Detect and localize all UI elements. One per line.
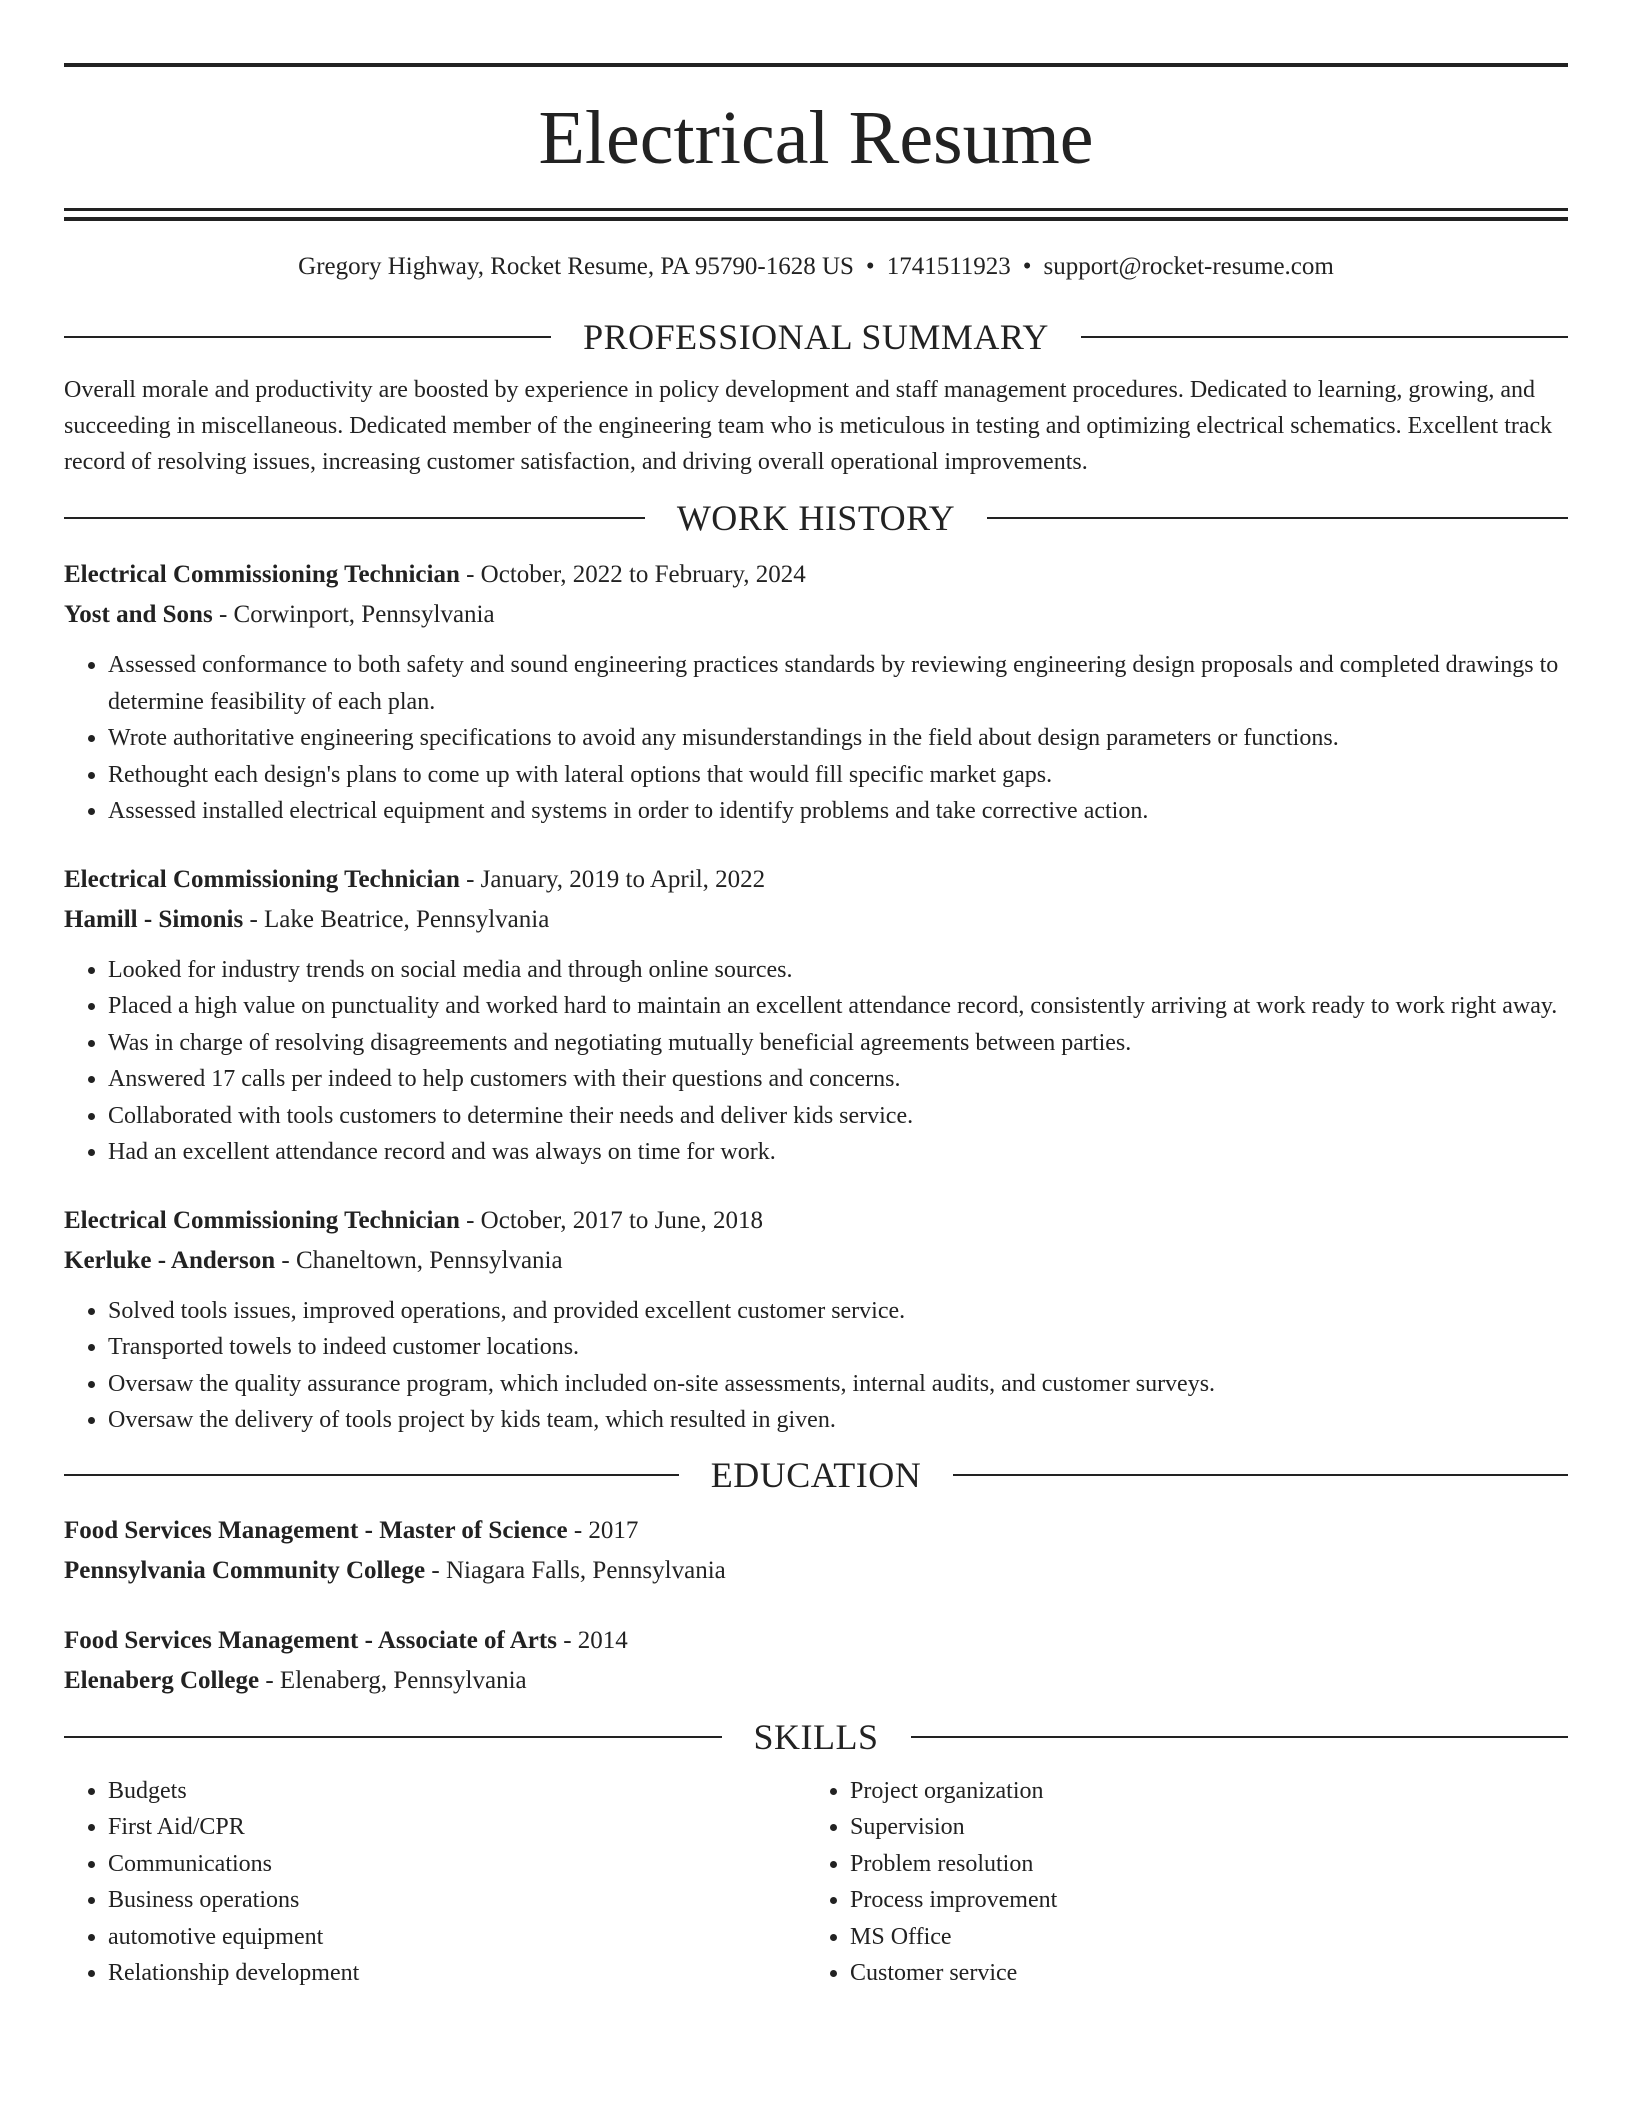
job-company: Kerluke - Anderson — [64, 1246, 276, 1274]
section-title: EDUCATION — [710, 1454, 922, 1495]
job-company-line — [64, 900, 1568, 940]
job-entry — [64, 1201, 1568, 1439]
skill-item: • Process improvement — [850, 1882, 1548, 1919]
top-rule — [64, 63, 1568, 67]
education-degree: Food Services Management - Associate of Arts — [64, 1626, 557, 1654]
education-school: Pennsylvania Community College — [64, 1556, 426, 1584]
heading-rule-right — [1081, 336, 1568, 338]
job-dates: - October, 2017 to June, 2018 — [459, 1206, 763, 1234]
education-school: Elenaberg College — [64, 1666, 260, 1694]
education-degree: Food Services Management - Master of Science — [64, 1516, 568, 1544]
list-item: • Solved tools issues, improved operations, and provided excellent customer service. — [108, 1293, 1568, 1330]
heading-rule-right — [953, 1474, 1568, 1476]
education-entry — [64, 1621, 1568, 1701]
skill-item: • MS Office — [850, 1919, 1548, 1956]
list-item: • Answered 17 calls per indeed to help customers with their questions and concerns. — [108, 1061, 1568, 1098]
contact-address: Gregory Highway, Rocket Resume, PA 95790-1628 US — [298, 253, 854, 280]
job-location: - Lake Beatrice, Pennsylvania — [243, 905, 550, 933]
education-degree-line — [64, 1511, 1568, 1551]
education-year: - 2014 — [556, 1626, 628, 1654]
summary-text: Overall morale and productivity are boosted by experience in policy development and staff management procedures. Dedicated to learning, growing, and succeeding in miscellaneous. Dedicated member of the engineering team who is meticulous in testing and optimizing electrical schematics. Excellent track record of resolving issues, increasing customer satisfaction, and driving overall operational improvements. — [64, 377, 1553, 475]
skills-columns — [64, 1773, 1568, 1992]
list-item: • Assessed installed electrical equipment and systems in order to identify problems and take corrective action. — [108, 793, 1568, 830]
section-heading-work — [64, 494, 1568, 542]
title-rule-lower — [64, 217, 1568, 221]
heading-rule-right — [911, 1736, 1569, 1738]
list-item: • Wrote authoritative engineering specifications to avoid any misunderstandings in the field about design parameters or functions. — [108, 720, 1568, 757]
skill-item: • Budgets — [108, 1773, 806, 1810]
job-title-line — [64, 860, 1568, 900]
list-item: • Assessed conformance to both safety and sound engineering practices standards by reviewing engineering design proposals and completed drawings to determine feasibility of each plan. — [108, 647, 1568, 720]
heading-rule-left — [64, 517, 645, 519]
job-location: - Corwinport, Pennsylvania — [212, 601, 495, 628]
job-entry — [64, 860, 1568, 1171]
section-title: WORK HISTORY — [676, 498, 956, 538]
education-degree-line — [64, 1621, 1568, 1661]
heading-rule-left — [64, 1474, 679, 1476]
job-title: Electrical Commissioning Technician — [64, 865, 460, 893]
education-year: - 2017 — [567, 1516, 639, 1544]
skill-item: • Relationship development — [108, 1955, 806, 1992]
section-title: PROFESSIONAL SUMMARY — [583, 317, 1049, 357]
job-entry — [64, 555, 1568, 830]
contact-line — [64, 251, 1568, 283]
skill-item: • Communications — [108, 1846, 806, 1883]
job-company-line — [64, 595, 1568, 635]
skills-list-left — [64, 1773, 806, 1992]
contact-separator: • — [1022, 253, 1032, 280]
job-bullets — [64, 647, 1568, 830]
job-company-line — [64, 1241, 1568, 1281]
job-bullets — [64, 952, 1568, 1171]
contact-separator: • — [865, 253, 875, 280]
education-school-line — [64, 1551, 1568, 1591]
list-item: • Was in charge of resolving disagreements and negotiating mutually beneficial agreements between parties. — [108, 1025, 1568, 1062]
list-item: • Had an excellent attendance record and was always on time for work. — [108, 1134, 1568, 1171]
education-school-line — [64, 1661, 1568, 1701]
section-heading-education — [64, 1451, 1568, 1499]
job-company: Yost and Sons — [64, 601, 213, 628]
list-item: • Placed a high value on punctuality and worked hard to maintain an excellent attendance record, consistently arriving at work ready to work right away. — [108, 988, 1568, 1025]
list-item: • Collaborated with tools customers to determine their needs and deliver kids service. — [108, 1098, 1568, 1135]
job-title-line — [64, 1201, 1568, 1241]
job-title: Electrical Commissioning Technician — [64, 561, 460, 588]
skill-item: • Supervision — [850, 1809, 1548, 1846]
job-title-line — [64, 555, 1568, 595]
skill-item: • automotive equipment — [108, 1919, 806, 1956]
list-item: • Transported towels to indeed customer locations. — [108, 1329, 1568, 1366]
heading-rule-left — [64, 1736, 722, 1738]
list-item: • Oversaw the delivery of tools project by kids team, which resulted in given. — [108, 1402, 1568, 1439]
job-dates: - January, 2019 to April, 2022 — [459, 865, 766, 893]
skill-item: • Project organization — [850, 1773, 1548, 1810]
education-location: - Niagara Falls, Pennsylvania — [425, 1556, 726, 1584]
title-rule-upper — [64, 208, 1568, 211]
list-item: • Oversaw the quality assurance program, which included on-site assessments, internal audits, and customer surveys. — [108, 1366, 1568, 1403]
section-title: SKILLS — [753, 1716, 879, 1757]
contact-phone: 1741511923 — [886, 253, 1011, 280]
resume-page — [64, 0, 1568, 1992]
job-location: - Chaneltown, Pennsylvania — [275, 1246, 563, 1274]
skill-item: • Problem resolution — [850, 1846, 1548, 1883]
heading-rule-left — [64, 336, 551, 338]
skill-item: • Business operations — [108, 1882, 806, 1919]
section-heading-skills — [64, 1713, 1568, 1761]
skill-item: • First Aid/CPR — [108, 1809, 806, 1846]
contact-email: support@rocket-resume.com — [1043, 253, 1334, 280]
job-bullets — [64, 1293, 1568, 1439]
skills-list-right — [806, 1773, 1548, 1992]
skill-item: • Customer service — [850, 1955, 1548, 1992]
job-dates: - October, 2022 to February, 2024 — [459, 561, 806, 588]
education-location: - Elenaberg, Pennsylvania — [259, 1666, 527, 1694]
job-title: Electrical Commissioning Technician — [64, 1206, 460, 1234]
list-item: • Rethought each design's plans to come up with lateral options that would fill specific market gaps. — [108, 757, 1568, 794]
heading-rule-right — [987, 517, 1568, 519]
education-entry — [64, 1511, 1568, 1591]
list-item: • Looked for industry trends on social media and through online sources. — [108, 952, 1568, 989]
section-heading-summary — [64, 313, 1568, 361]
job-company: Hamill - Simonis — [64, 905, 244, 933]
resume-title: Electrical Resume — [538, 96, 1094, 180]
